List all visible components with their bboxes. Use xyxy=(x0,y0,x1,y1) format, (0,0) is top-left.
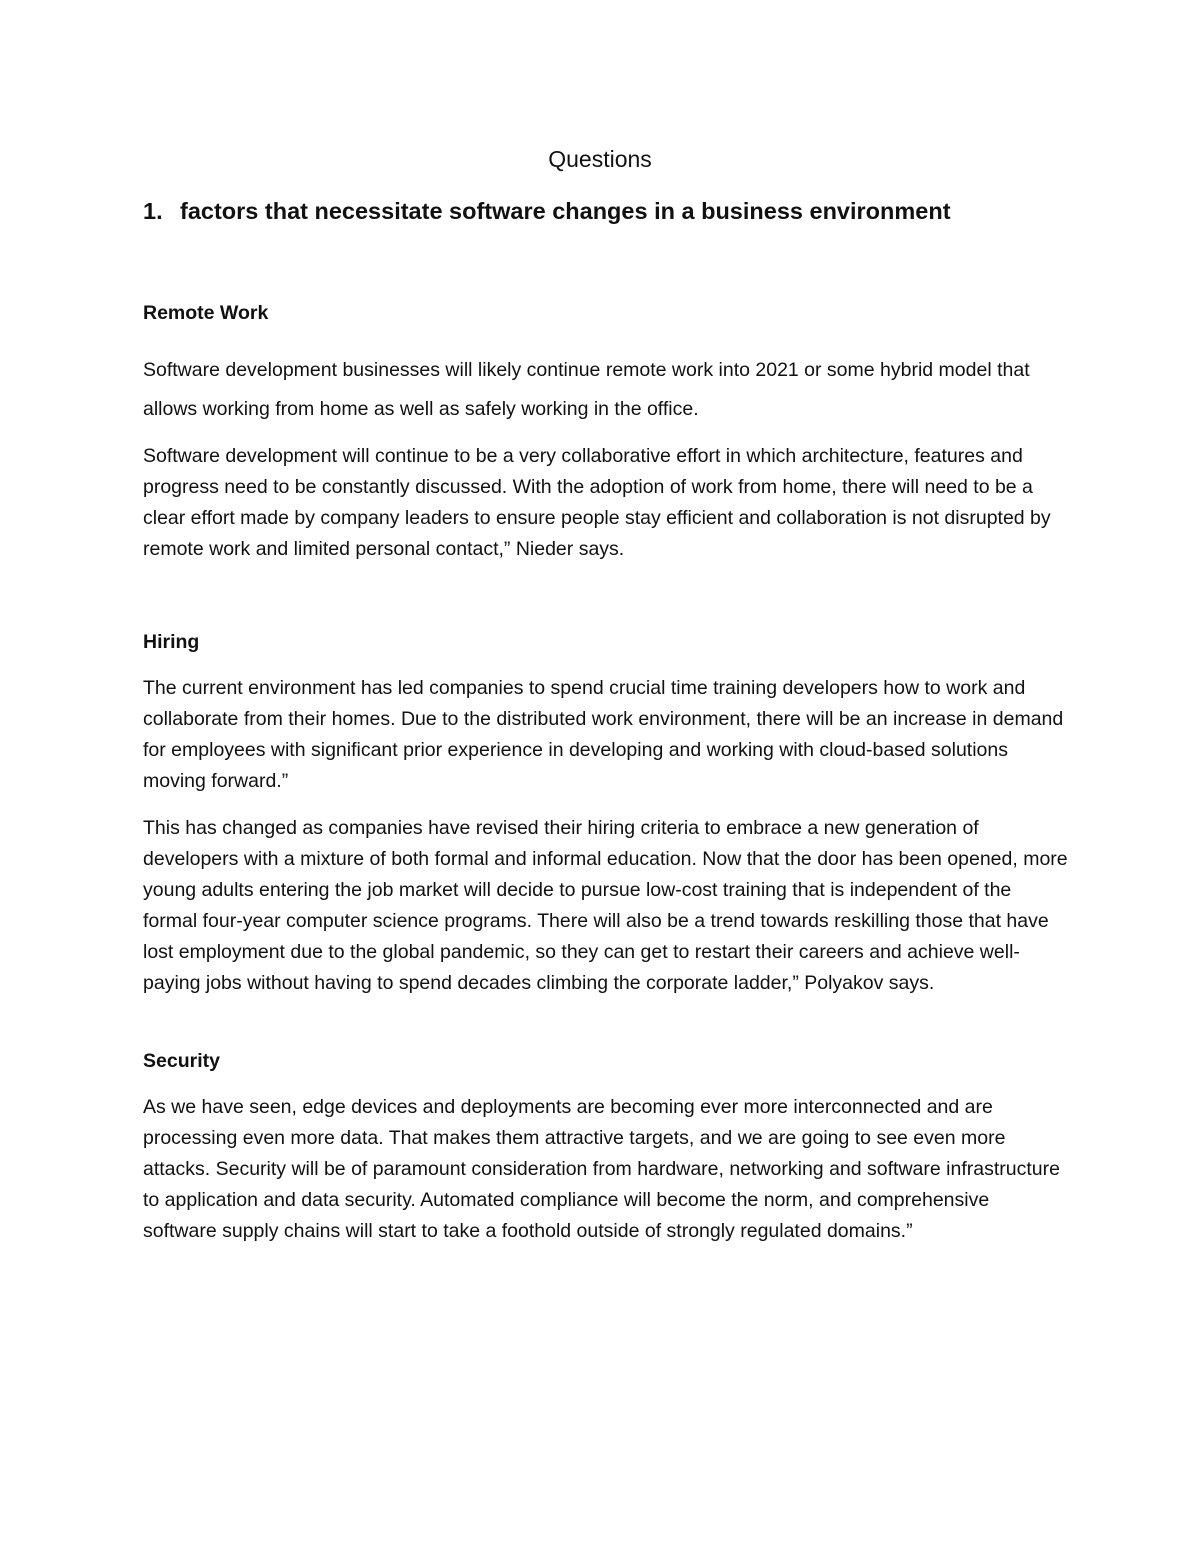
page-title: Questions xyxy=(548,146,652,172)
paragraph-hiring-2: This has changed as companies have revised their hiring criteria to embrace a new generation of developers with a mixture of both formal and informal education. Now that the door has been opened, more young adults entering the job market will decide to pursue low-cost training that is independent of the formal four-year computer science programs. There will also be a trend towards reskilling those that have lost employment due to the global pandemic, so they can get to restart their careers and achieve well-paying jobs without having to spend decades climbing the corporate ladder,” Polyakov says. xyxy=(143,817,1068,994)
section-heading-hiring: Hiring xyxy=(143,631,200,653)
question-heading xyxy=(143,195,1083,227)
paragraph-security-1: As we have seen, edge devices and deployments are becoming ever more interconnected and are processing even more data. That makes them attractive targets, and we are going to see even more attacks. Security will be of paramount consideration from hardware, networking and software infrastructure to application and data security. Automated compliance will become the norm, and comprehensive software supply chains will start to take a foothold outside of strongly regulated domains.” xyxy=(143,1096,1060,1242)
paragraph-remote-work-2: Software development will continue to be a very collaborative effort in which architecture, features and progress need to be constantly discussed. With the adoption of work from home, there will need to be a clear effort made by company leaders to ensure people stay efficient and collaboration is not disrupted by remote work and limited personal contact,” Nieder says. xyxy=(143,445,1051,560)
question-number: 1. xyxy=(143,198,163,224)
section-heading-remote-work: Remote Work xyxy=(143,302,269,324)
paragraph-hiring-1: The current environment has led companies to spend crucial time training developers how to work and collaborate from their homes. Due to the distributed work environment, there will be an increase in demand for employees with significant prior experience in developing and working with cloud-based solutions moving forward.” xyxy=(143,677,1064,792)
paragraph-remote-work-1: Software development businesses will likely continue remote work into 2021 or some hybrid model that allows working from home as well as safely working in the office. xyxy=(143,359,1030,420)
question-text: factors that necessitate software changes in a business environment xyxy=(180,198,951,224)
section-heading-security: Security xyxy=(143,1050,220,1072)
